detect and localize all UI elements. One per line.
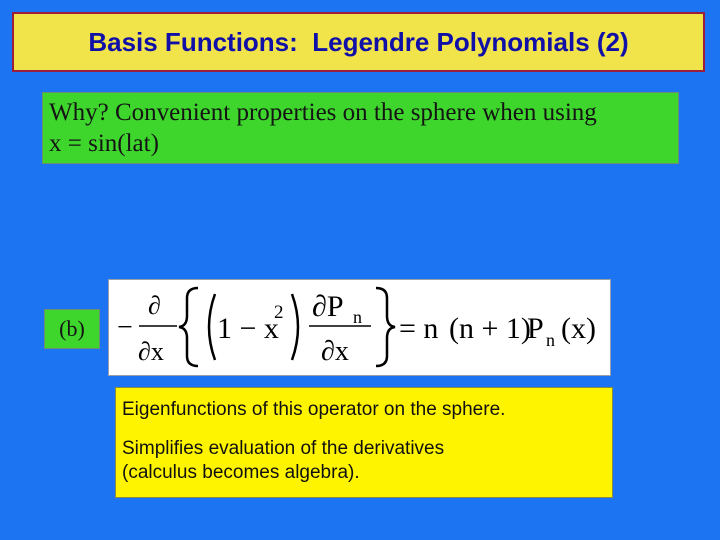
eq-minus: − [117, 312, 133, 343]
eq-left-brace [179, 288, 198, 366]
note-simplifies [122, 437, 606, 485]
title-banner [12, 12, 705, 72]
eq-partial-x-1: ∂x [138, 337, 164, 366]
slide-title: Basis Functions: Legendre Polynomials (2) [88, 26, 629, 57]
note-simplifies-line-1: Simplifies evaluation of the derivatives [122, 438, 445, 459]
eq-rhs-paren: (n + 1) [449, 312, 531, 345]
eq-rhs-arg: (x) [561, 312, 596, 345]
eq-right-paren [292, 294, 298, 360]
eq-right-brace [376, 288, 395, 366]
equation-label-box [44, 309, 100, 349]
eq-exponent: 2 [274, 302, 284, 323]
equation-label: (b) [59, 316, 85, 341]
equation-svg [109, 280, 610, 375]
eq-partial-top: ∂ [148, 291, 161, 320]
eq-partial-p: ∂P [312, 290, 344, 323]
notes-box [115, 387, 613, 498]
why-line-2: x = sin(lat) [49, 130, 159, 157]
eq-sub-n-1: n [353, 307, 362, 327]
note-simplifies-line-2: (calculus becomes algebra). [122, 462, 360, 483]
eq-partial-x-2: ∂x [321, 336, 349, 367]
equation-box [108, 279, 611, 376]
eq-one-minus-x: 1 − x [217, 312, 279, 345]
eq-rhs-start: = n [399, 312, 439, 345]
eq-sub-n-2: n [546, 330, 555, 350]
why-line-1: Why? Convenient properties on the sphere when using [49, 99, 597, 126]
eq-left-paren [209, 294, 215, 360]
note-eigenfunctions: Eigenfunctions of this operator on the sphere. [122, 399, 506, 420]
eq-rhs-p: P [527, 312, 544, 345]
why-box [42, 92, 679, 164]
